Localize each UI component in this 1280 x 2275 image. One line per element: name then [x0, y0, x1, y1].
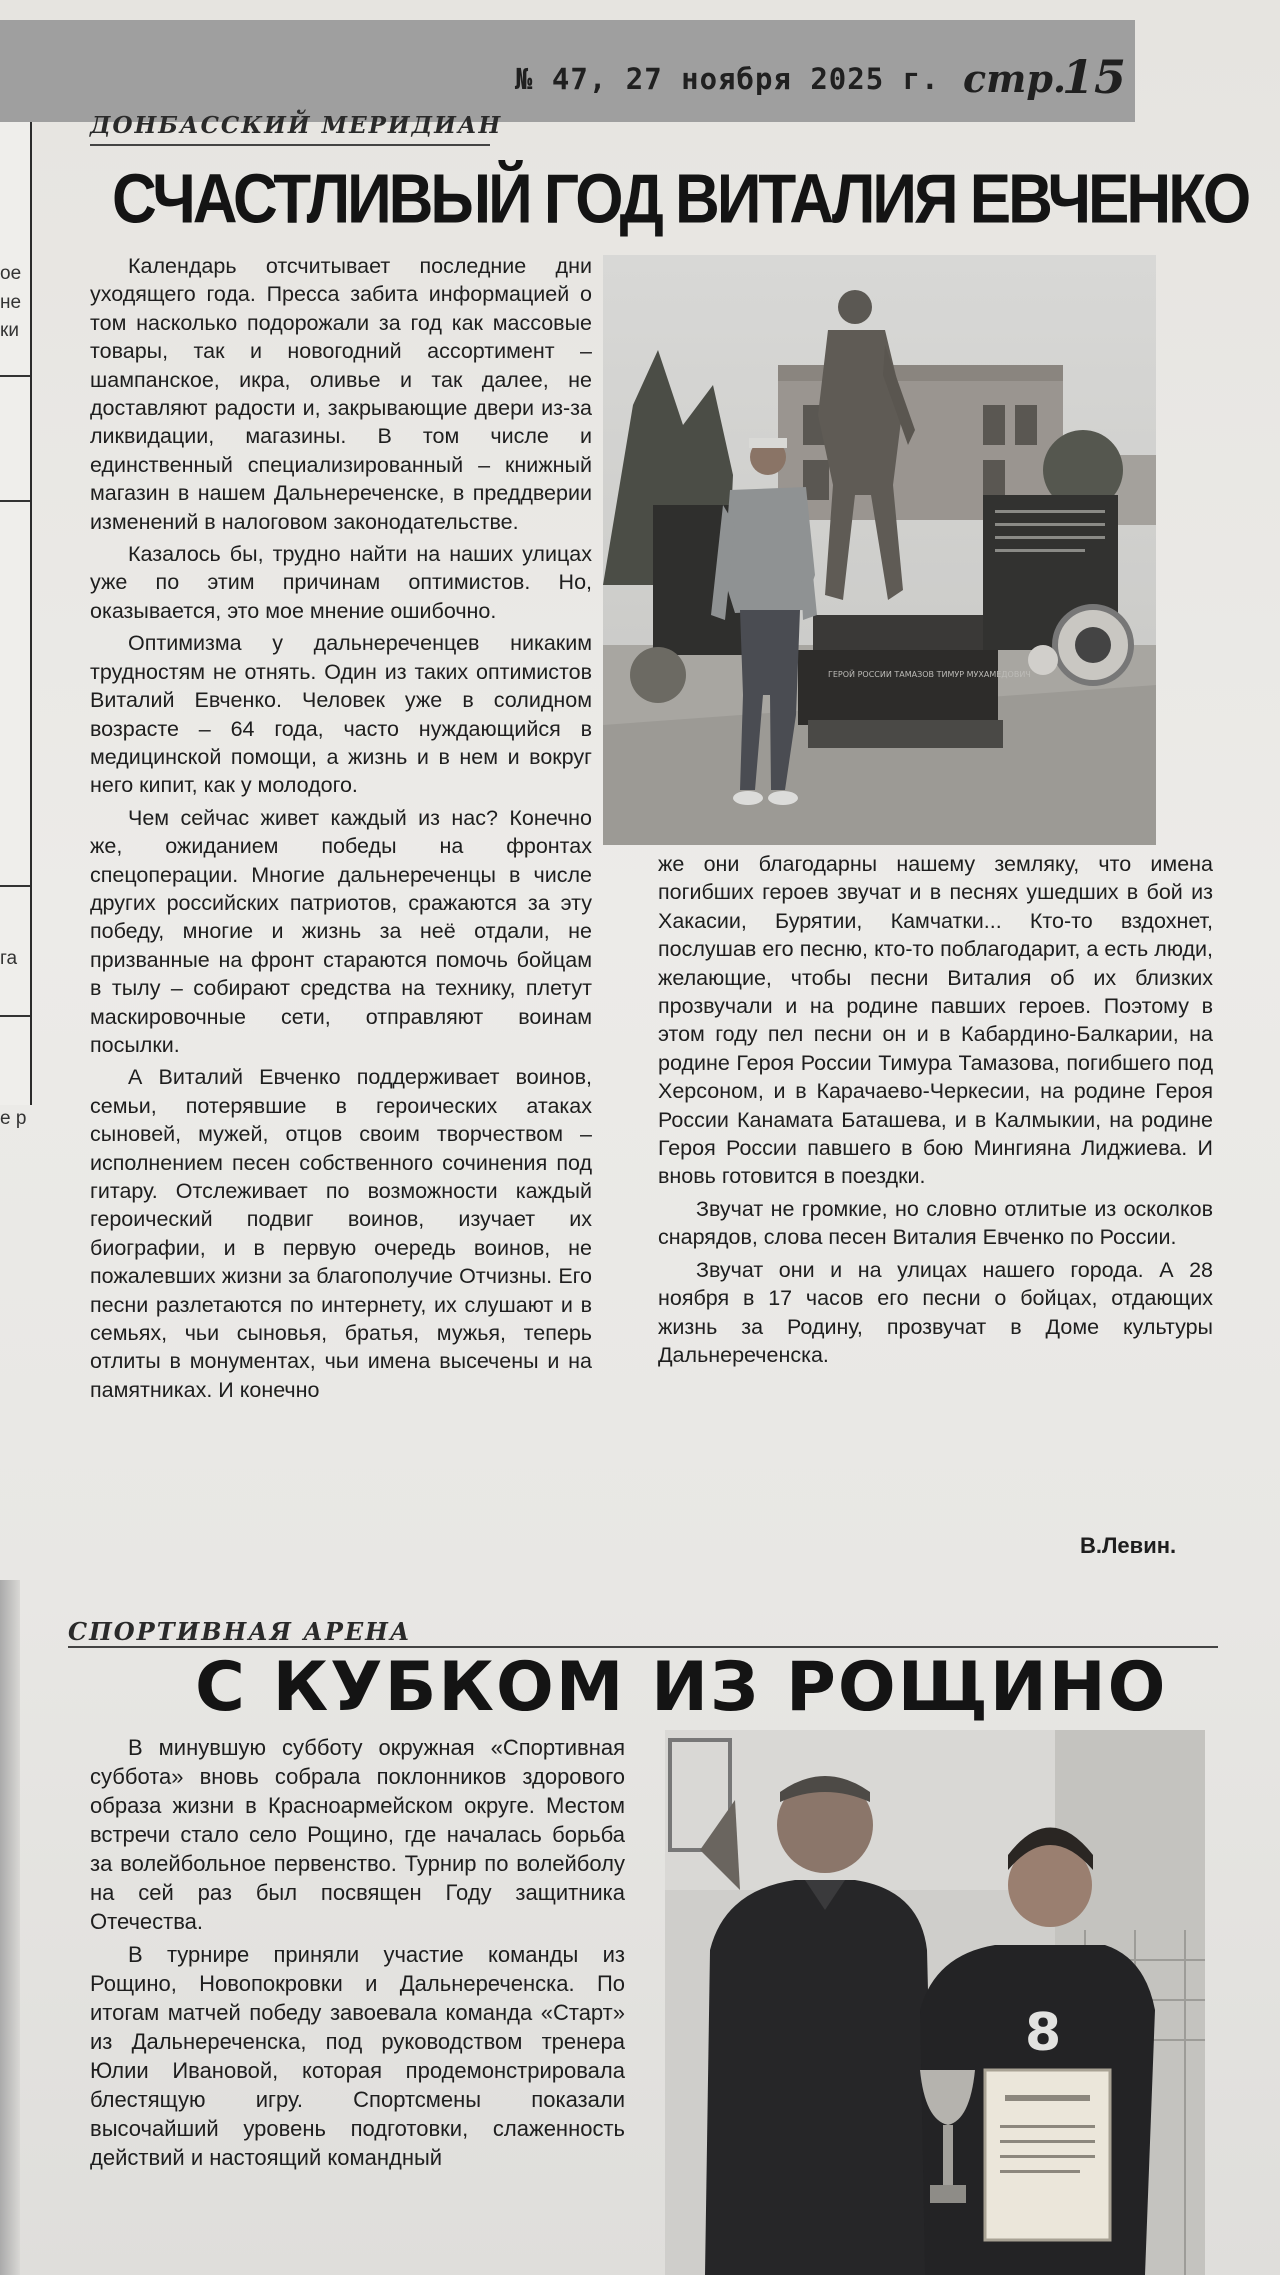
paragraph: Звучат они и на улицах нашего города. А 28 ноября в 17 часов его песни о бойцах, отдающих жизнь за Родину, прозвучат в Доме культуры Дальнереченска. [658, 1257, 1213, 1367]
prev-page-fragment: ое [0, 263, 22, 284]
page-label: стр. [963, 56, 1067, 101]
prev-page-fragment: е р [0, 1108, 27, 1129]
paragraph: Календарь отсчитывает последние дни уходящего года. Пресса забита информацией о том насколько подорожали за год как массовые товары, так и новогодний ассортимент – шампанское, икра, оливье и так далее, не доставляют радости и, закрывающие двери из-за ликвидации, магазины. В том числе и единственный специализированный – книжный магазин в нашем Дальнереченске, в преддверии изменений в налоговом законодательстве. [90, 254, 592, 534]
paragraph: В турнире приняли участие команды из Рощино, Новопокровки и Дальнереченска. По итогам матчей победу завоевала команда «Старт» из Дальнереченска, под руководством тренера Юлии Ивановой, которая продемонстрировала блестящую игру. Спортсмены показали высочайший уровень подготовки, слаженность действий и настоящий командный [90, 1942, 625, 2170]
article1-headline: СЧАСТЛИВЫЙ ГОД ВИТАЛИЯ ЕВЧЕНКО [112, 161, 1249, 239]
paragraph: Казалось бы, трудно найти на наших улицах уже по этим причинам оптимистов. Но, оказывается, это мое мнение ошибочно. [90, 542, 592, 623]
paragraph: Чем сейчас живет каждый из нас? Конечно же, ожиданием победы на фронтах спецоперации. Многие дальнереченцы в числе других российских патриотов, сражаются за эту победу, многие и жизнь за неё отдали, не призванные на фронт стараются помочь бойцам в тылу – собирают средства на технику, плетут маскировочные сети, отправляют воинам посылки. [90, 805, 592, 1057]
paragraph: Звучат не громкие, но словно отлитые из осколков снарядов, слова песен Виталия Евченко по России. [658, 1196, 1213, 1250]
prev-page-fragment: не [0, 292, 22, 313]
section-label-sport: СПОРТИВНАЯ АРЕНА [68, 1617, 412, 1646]
article1-column-1 [90, 252, 592, 1404]
page-fold-shadow [0, 1580, 20, 2275]
page-number: 15 [1062, 50, 1127, 104]
section-label-donbass: ДОНБАССКИЙ МЕРИДИАН [90, 112, 503, 139]
section-rule [90, 144, 490, 146]
plaque-inscription: ГЕРОЙ РОССИИ ТАМАЗОВ ТИМУР МУХАМЕДОВИЧ [828, 670, 1031, 679]
paragraph: А Виталий Евченко поддерживает воинов, семьи, потерявшие в героических атаках сыновей, мужей, отцов своим творчеством – исполнением песен собственного сочинения под гитару. Отслеживает по возможности каждый героический подвиг воинов, изучает их биографии, и в первую очередь воинов, не пожалевших жизни за благополучие Отчизны. Его песни разлетаются по интернету, их слушают и в семьях, чьи сыновья, братья, мужья, теперь отлиты в монументах, чьи имена высечены и на памятниках. И конечно [90, 1065, 592, 1402]
prev-page-fragment: га [0, 948, 18, 969]
article2-headline: С КУБКОМ ИЗ РОЩИНО [195, 1648, 1168, 1727]
article1-column-2 [658, 850, 1213, 1369]
paragraph: В минувшую субботу окружная «Спортивная суббота» вновь собрала поклонников здорового образа жизни в Красноармейском округе. Местом встречи стало село Рощино, где началась борьба за волейбольное первенство. Турнир по волейболу на сей раз был посвящен Году защитника Отечества. [90, 1735, 625, 1934]
paragraph: же они благодарны нашему земляку, что имена погибших героев звучат и в песнях ушедших в бой из Хакасии, Бурятии, Камчатки... Кто-то вздохнет, послушав его песню, кто-то поблагодарит, а есть люди, желающие, чтобы песни Виталия об их близких прозвучали и на родине павших героев. Поэтому в этом году пел песни он и в Кабардино-Балкарии, на родине Героя России Тимура Тамазова, погибшего под Херсоном, и в Карачаево-Черкесии, на родине Героя России Канамата Баташева, и в Калмыкии, на родине Героя России павшего в бою Мингияна Лиджиева. И вновь готовится в поездки. [658, 852, 1213, 1189]
article2-photo-winners [665, 1730, 1205, 2275]
prev-page-fragment: ки [0, 320, 19, 341]
article1-signature: В.Левин. [1080, 1533, 1177, 1558]
article1-photo-monument [603, 255, 1156, 845]
issue-date: № 47, 27 ноября 2025 г. [515, 62, 940, 96]
jersey-number: 8 [1025, 2003, 1062, 2063]
paragraph: Оптимизма у дальнереченцев никаким трудностям не отнять. Один из таких оптимистов Виталий Евченко. Человек уже в солидном возрасте – 64 года, часто нуждающийся в медицинской помощи, а жизнь и в нем и вокруг него кипит, как у молодого. [90, 631, 592, 798]
monument-photo-image [603, 255, 1156, 845]
header-bar [0, 20, 1135, 122]
winners-photo-image [665, 1730, 1205, 2275]
article2-column [90, 1733, 625, 2172]
